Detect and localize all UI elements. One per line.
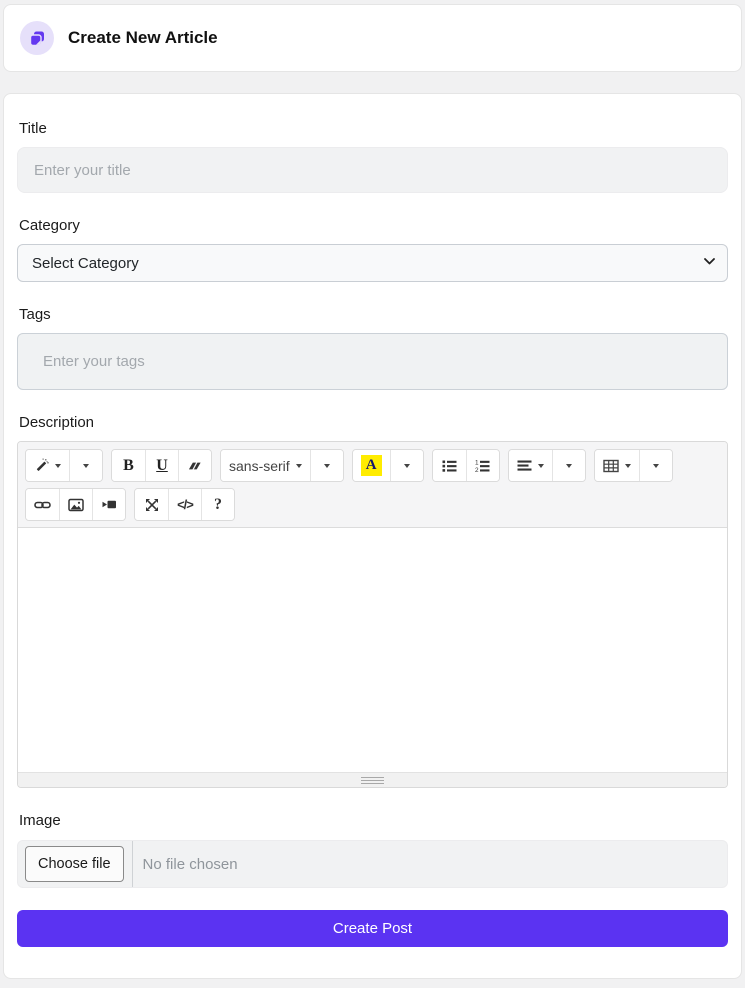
caret-down-icon bbox=[404, 464, 410, 468]
font-style-group bbox=[111, 449, 212, 482]
caret-down-icon bbox=[625, 464, 631, 468]
caret-down-icon bbox=[324, 464, 330, 468]
file-status-text: No file chosen bbox=[142, 855, 238, 873]
view-group bbox=[134, 488, 235, 521]
picture-icon bbox=[68, 498, 84, 512]
paragraph-style-dropdown[interactable] bbox=[69, 450, 102, 481]
category-select-wrap bbox=[17, 244, 728, 282]
image-file-input[interactable] bbox=[17, 840, 728, 888]
title-input[interactable] bbox=[17, 147, 728, 193]
bold-icon: B bbox=[123, 456, 134, 474]
caret-down-icon bbox=[296, 464, 302, 468]
file-input-divider bbox=[132, 841, 133, 887]
codeview-icon: </> bbox=[177, 497, 193, 512]
choose-file-button[interactable]: Choose file bbox=[25, 846, 124, 882]
underline-button[interactable] bbox=[145, 450, 178, 481]
category-select[interactable] bbox=[17, 244, 728, 282]
fontsize-dropdown[interactable] bbox=[310, 450, 343, 481]
video-icon bbox=[101, 498, 117, 511]
align-icon bbox=[517, 459, 532, 472]
svg-text:1: 1 bbox=[475, 459, 479, 467]
codeview-button[interactable] bbox=[168, 489, 201, 520]
page-title: Create New Article bbox=[68, 28, 218, 47]
table-dropdown[interactable] bbox=[639, 450, 672, 481]
font-color-icon: A bbox=[361, 455, 382, 476]
clear-format-button[interactable] bbox=[178, 450, 211, 481]
caret-down-icon bbox=[83, 464, 89, 468]
create-post-button[interactable]: Create Post bbox=[17, 910, 728, 947]
caret-down-icon bbox=[566, 464, 572, 468]
svg-text:2: 2 bbox=[475, 466, 479, 473]
paragraph-align-button[interactable] bbox=[509, 450, 552, 481]
font-color-button[interactable] bbox=[353, 450, 390, 481]
paragraph-group bbox=[508, 449, 586, 482]
header-card bbox=[3, 4, 742, 72]
table-group bbox=[594, 449, 673, 482]
fontname-label: sans-serif bbox=[229, 457, 290, 474]
article-notes-icon bbox=[20, 21, 54, 55]
rich-text-editor bbox=[17, 441, 728, 788]
bold-button[interactable] bbox=[112, 450, 145, 481]
category-label: Category bbox=[19, 217, 80, 234]
create-article-form bbox=[3, 93, 742, 979]
caret-down-icon bbox=[538, 464, 544, 468]
help-button[interactable] bbox=[201, 489, 234, 520]
color-group bbox=[352, 449, 424, 482]
video-button[interactable] bbox=[92, 489, 125, 520]
table-button[interactable] bbox=[595, 450, 639, 481]
fullscreen-button[interactable] bbox=[135, 489, 168, 520]
magic-wand-icon bbox=[34, 458, 49, 473]
picture-button[interactable] bbox=[59, 489, 92, 520]
link-icon bbox=[34, 499, 51, 511]
fontname-group bbox=[220, 449, 344, 482]
table-icon bbox=[603, 459, 619, 473]
image-label: Image bbox=[19, 812, 61, 829]
list-ul-icon bbox=[442, 459, 457, 473]
unordered-list-button[interactable] bbox=[433, 450, 466, 481]
caret-down-icon bbox=[55, 464, 61, 468]
editor-toolbar bbox=[18, 442, 727, 528]
magic-style-button[interactable] bbox=[26, 450, 69, 481]
fullscreen-icon bbox=[145, 498, 159, 512]
link-button[interactable] bbox=[26, 489, 59, 520]
font-color-dropdown[interactable] bbox=[390, 450, 423, 481]
line-height-dropdown[interactable] bbox=[552, 450, 585, 481]
style-group bbox=[25, 449, 103, 482]
resize-handle-icon bbox=[361, 777, 384, 784]
list-group bbox=[432, 449, 500, 482]
title-label: Title bbox=[19, 120, 47, 137]
tags-label: Tags bbox=[19, 306, 51, 323]
underline-icon: U bbox=[156, 456, 168, 474]
caret-down-icon bbox=[653, 464, 659, 468]
list-ol-icon bbox=[475, 459, 490, 473]
help-icon: ? bbox=[214, 495, 222, 513]
tags-input[interactable] bbox=[17, 333, 728, 390]
eraser-icon bbox=[188, 459, 203, 473]
fontname-dropdown[interactable] bbox=[221, 450, 310, 481]
insert-group bbox=[25, 488, 126, 521]
description-label: Description bbox=[19, 414, 95, 431]
ordered-list-button[interactable] bbox=[466, 450, 499, 481]
editor-resize-bar[interactable] bbox=[18, 772, 727, 787]
editor-content-area[interactable] bbox=[18, 528, 727, 772]
